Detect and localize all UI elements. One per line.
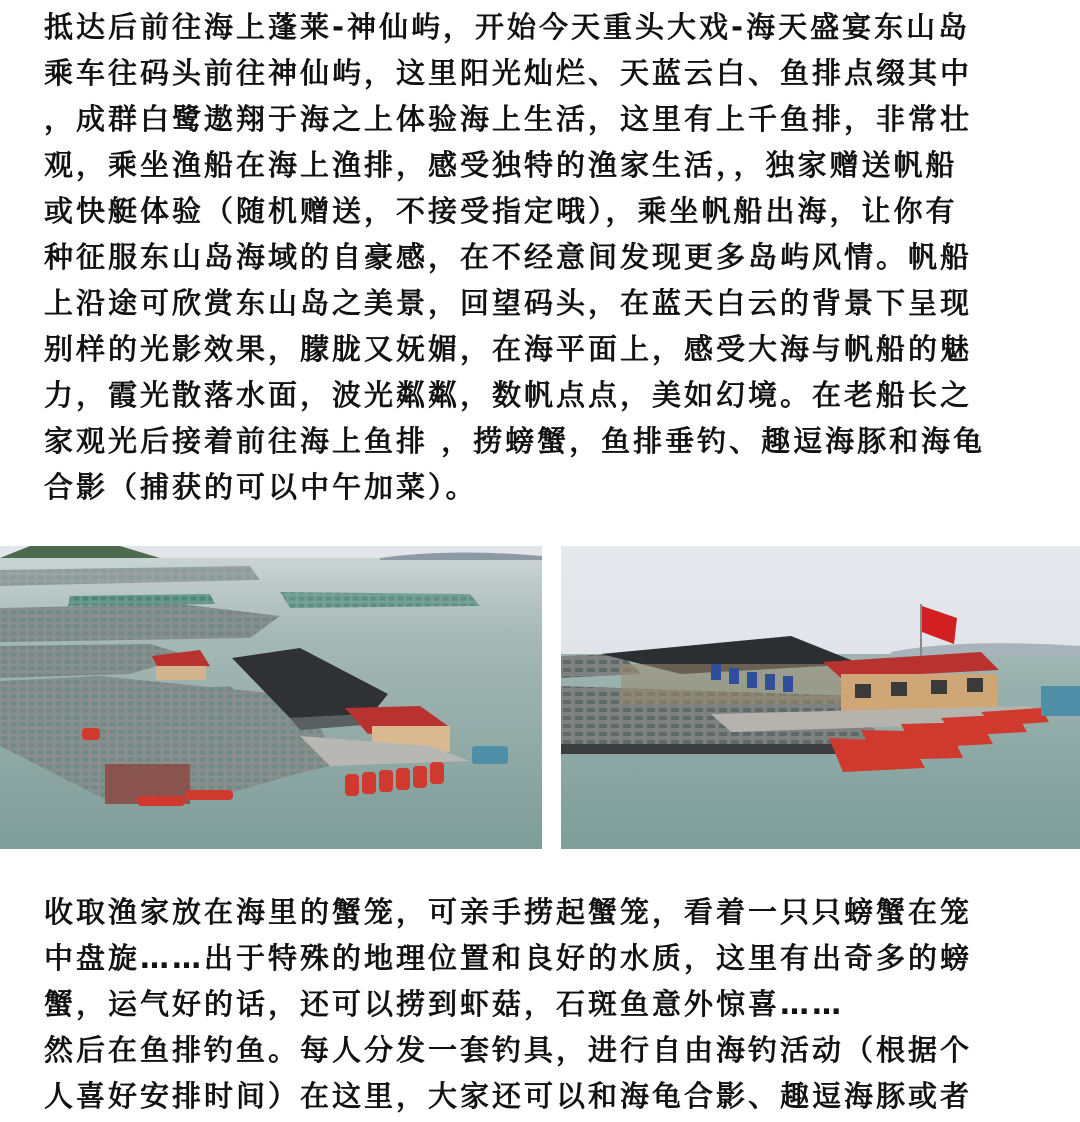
intro-paragraph [0, 4, 1080, 510]
text-line: 蟹，运气好的话，还可以捞到虾菇，石斑鱼意外惊喜…… [44, 987, 845, 1021]
floating-house-photo [561, 546, 1080, 849]
text-line: 观，乘坐渔船在海上渔排，感受独特的渔家生活，，独家赠送帆船 [44, 148, 958, 182]
text-line: 家观光后接着前往海上鱼排 ，捞螃蟹，鱼排垂钓、趣逗海豚和海龟 [44, 424, 986, 458]
text-line: 人喜好安排时间）在这里，大家还可以和海龟合影、趣逗海豚或者 [44, 1079, 973, 1113]
text-line: 力，霞光散落水面，波光粼粼，数帆点点，美如幻境。在老船长之 [44, 378, 973, 412]
floating-house-illustration [561, 546, 1080, 849]
text-line: 合影（捕获的可以中午加菜）。 [44, 470, 478, 504]
text-line: 收取渔家放在海里的蟹笼，可亲手捞起蟹笼，看着一只只螃蟹在笼 [44, 895, 973, 929]
fish-raft-aerial-photo [0, 546, 542, 849]
activity-paragraph [0, 889, 1080, 1119]
text-line: 乘车往码头前往神仙屿，这里阳光灿烂、天蓝云白、鱼排点缀其中 [44, 56, 973, 90]
fish-raft-aerial-illustration [0, 546, 542, 849]
text-line: 或快艇体验（随机赠送，不接受指定哦），乘坐帆船出海，让你有 [44, 194, 958, 228]
text-line: 种征服东山岛海域的自豪感，在不经意间发现更多岛屿风情。帆船 [44, 240, 973, 274]
text-line: 中盘旋……出于特殊的地理位置和良好的水质，这里有出奇多的螃 [44, 941, 973, 975]
text-line: 别样的光影效果，朦胧又妩媚，在海平面上，感受大海与帆船的魅 [44, 332, 973, 366]
text-line: 上沿途可欣赏东山岛之美景，回望码头，在蓝天白云的背景下呈现 [44, 286, 973, 320]
text-line: 然后在鱼排钓鱼。每人分发一套钓具，进行自由海钓活动（根据个 [44, 1033, 973, 1067]
text-line: ，成群白鹭遨翔于海之上体验海上生活，这里有上千鱼排，非常壮 [44, 102, 973, 136]
text-line: 抵达后前往海上蓬莱-神仙屿，开始今天重头大戏-海天盛宴东山岛 [44, 10, 971, 44]
